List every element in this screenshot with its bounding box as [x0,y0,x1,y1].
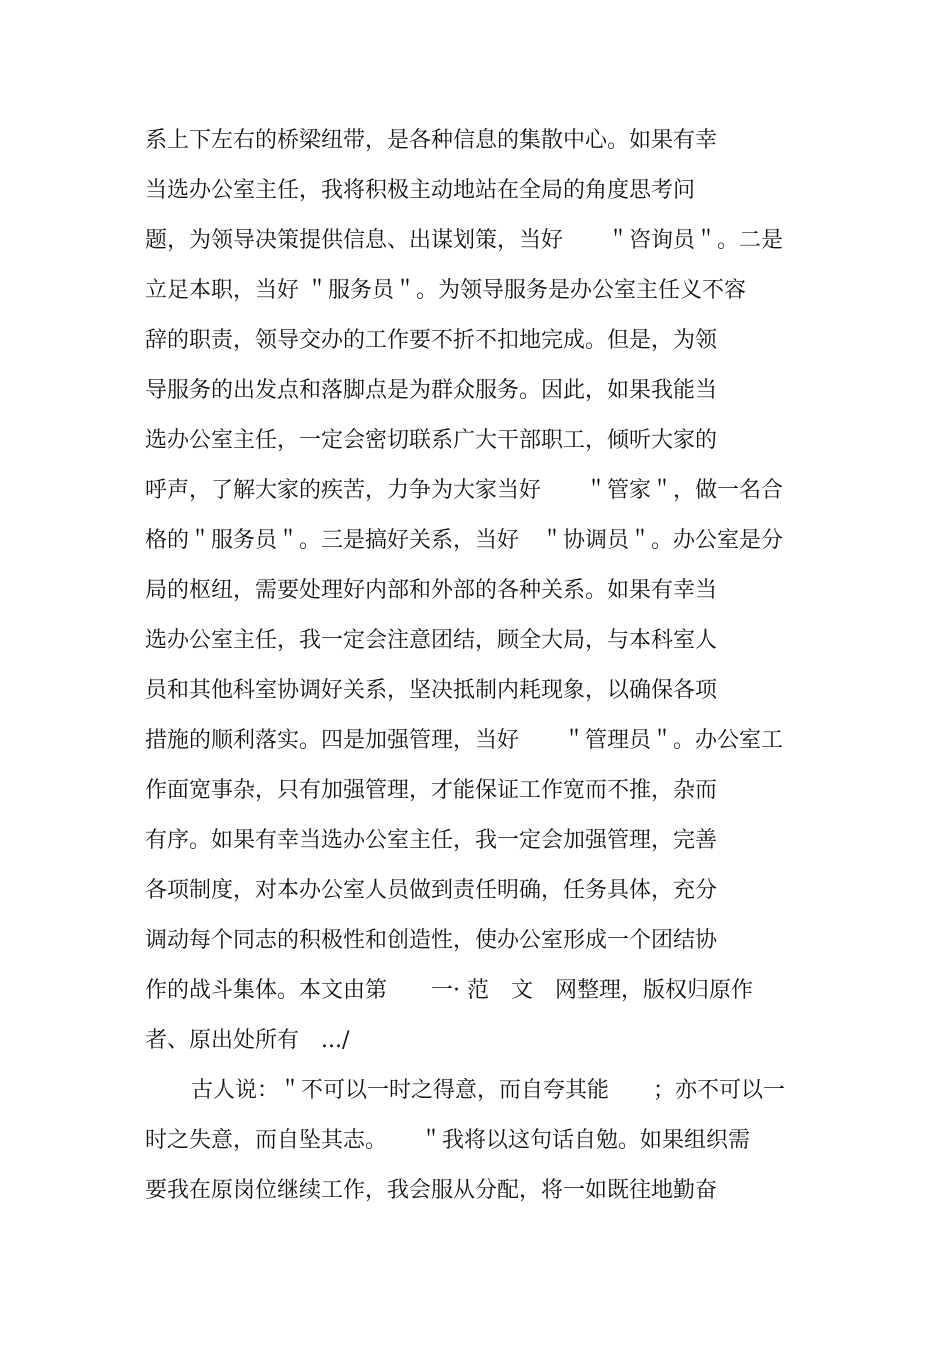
text-line: 格的＂服务员＂。三是搞好关系，当好 ＂协调员＂。办公室是分 [145,528,784,553]
text-line: 调动每个同志的积极性和创造性，使办公室形成一个团结协 [145,928,718,953]
text-line: 题，为领导决策提供信息、出谋划策，当好 ＂咨询员＂。二是 [145,228,784,253]
text-line: 当选办公室主任，我将积极主动地站在全局的角度思考问 [145,178,696,203]
text-line: 系上下左右的桥梁纽带，是各种信息的集散中心。如果有幸 [145,128,718,153]
text-line: 辞的职责，领导交办的工作要不折不扣地完成。但是，为领 [145,328,718,353]
text-line: 作的战斗集体。本文由第 一· 范 文 网整理，版权归原作 [145,978,753,1003]
text-line: 呼声，了解大家的疾苦，力争为大家当好 ＂管家＂，做一名合 [145,478,784,503]
text-line: 要我在原岗位继续工作，我会服从分配，将一如既往地勤奋 [145,1178,718,1203]
text-line: 立足本职，当好 ＂服务员＂。为领导服务是办公室主任义不容 [145,278,746,303]
text-line: 导服务的出发点和落脚点是为群众服务。因此，如果我能当 [145,378,718,403]
paragraph-first-line: 古人说：＂不可以一时之得意，而自夸其能 ；亦不可以一 [191,1078,786,1103]
text-line: 选办公室主任，一定会密切联系广大干部职工，倾听大家的 [145,428,718,453]
text-line: 各项制度，对本办公室人员做到责任明确，任务具体，充分 [145,878,718,903]
text-line: 局的枢纽，需要处理好内部和外部的各种关系。如果有幸当 [145,578,718,603]
text-line: 者、原出处所有 .../ [145,1028,350,1053]
text-line: 措施的顺利落实。四是加强管理，当好 ＂管理员＂。办公室工 [145,728,784,753]
text-line: 有序。如果有幸当选办公室主任，我一定会加强管理，完善 [145,828,718,853]
text-line: 员和其他科室协调好关系，坚决抵制内耗现象，以确保各项 [145,678,718,703]
text-line: 作面宽事杂，只有加强管理，才能保证工作宽而不推，杂而 [145,778,718,803]
text-line: 时之失意，而自坠其志。 ＂我将以这句话自勉。如果组织需 [145,1128,751,1153]
text-line: 选办公室主任，我一定会注意团结，顾全大局，与本科室人 [145,628,718,653]
